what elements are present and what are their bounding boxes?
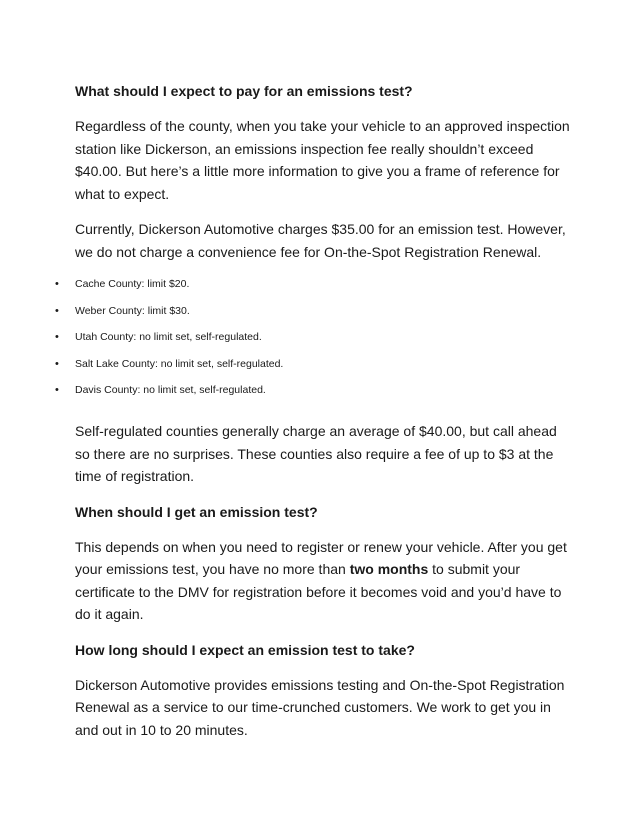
paragraph-self-regulated: Self-regulated counties generally charge an average of $40.00, but call ahead so there are no surprises. These counties also require a fee of up to $3 at the time of registration. bbox=[75, 423, 557, 484]
bullet-icon: • bbox=[55, 357, 59, 370]
list-item bbox=[0, 303, 580, 319]
paragraph-service-duration: Dickerson Automotive provides emissions testing and On-the-Spot Registration Renewal as a service to our time-crunched customers. We work to get you in and out in 10 to 20 minutes. bbox=[75, 676, 565, 738]
list-item-text: Davis County: no limit set, self-regulated. bbox=[75, 384, 266, 396]
list-item bbox=[0, 276, 580, 292]
paragraph-fee-overview: Regardless of the county, when you take your vehicle to an approved inspection station like Dickerson, an emissions inspection fee really shouldn’t exceed $40.00. But here’s a little more information to give you a frame of reference for what to expect. bbox=[75, 118, 570, 202]
list-item-text: Utah County: no limit set, self-regulated. bbox=[75, 331, 262, 343]
list-item-text: Cache County: limit $20. bbox=[75, 278, 190, 290]
bullet-icon: • bbox=[55, 384, 59, 396]
list-item-text: Salt Lake County: no limit set, self-regulated. bbox=[75, 357, 284, 370]
paragraph-dickerson-charges: Currently, Dickerson Automotive charges $35.00 for an emission test. However, we do not charge a convenience fee for On-the-Spot Registration Renewal. bbox=[75, 221, 566, 260]
list-item-text: Weber County: limit $30. bbox=[75, 304, 190, 317]
paragraph-text-before: This depends on when you need to register or renew your vehicle. After you get your emissions test, you have no more than bbox=[75, 538, 567, 577]
list-item bbox=[0, 329, 580, 345]
bullet-icon: • bbox=[55, 278, 59, 290]
heading-test-duration: How long should I expect an emission test to take? bbox=[75, 641, 415, 658]
heading-when-to-test: When should I get an emission test? bbox=[75, 503, 318, 520]
bullet-icon: • bbox=[55, 304, 59, 317]
emphasis-two-months: two months bbox=[349, 561, 429, 577]
document-content bbox=[55, 80, 575, 754]
paragraph-text-after: to submit your certificate to the DMV for registration before it becomes void and you’d have to do it again. bbox=[75, 561, 562, 622]
bullet-icon: • bbox=[55, 331, 59, 343]
heading-expected-cost: What should I expect to pay for an emissions test? bbox=[75, 83, 413, 99]
list-item bbox=[0, 382, 580, 398]
paragraph-registration-timing bbox=[75, 536, 575, 626]
county-fee-list bbox=[0, 276, 580, 398]
list-item bbox=[0, 356, 580, 372]
